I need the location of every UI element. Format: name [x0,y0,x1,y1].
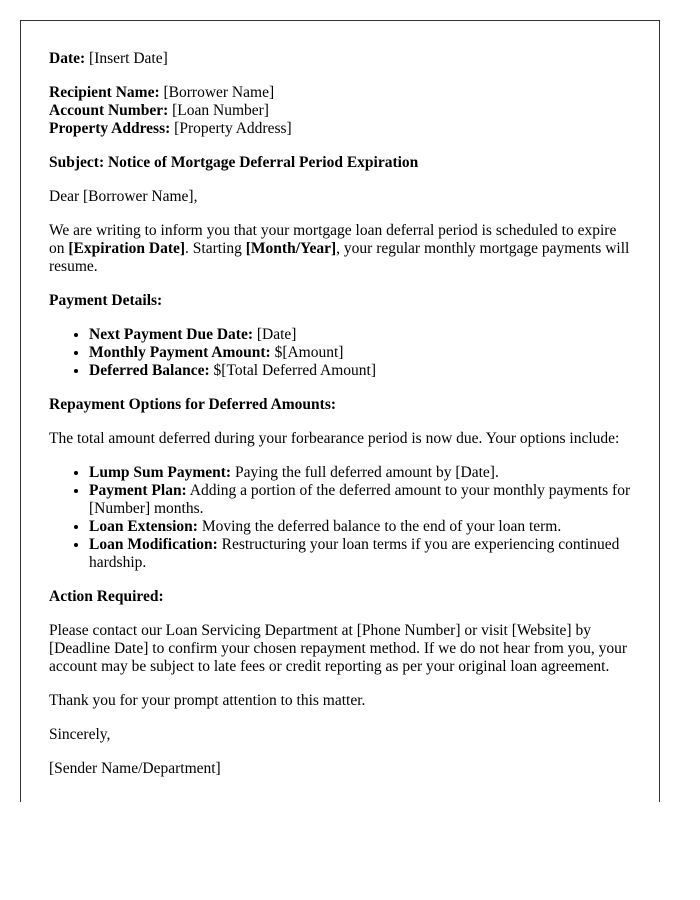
repayment-heading [49,396,631,414]
list-item [89,464,631,482]
list-item [89,326,631,344]
item-label: Next Payment Due Date: [89,326,253,343]
property-address-label: Property Address: [49,120,171,137]
date-label: Date: [49,50,86,67]
list-item [89,482,631,518]
payment-details-list [49,326,631,380]
item-label: Monthly Payment Amount: [89,344,271,361]
heading-text: Action Required: [49,588,164,605]
list-item [89,362,631,380]
thanks-line: Thank you for your prompt attention to this matter. [49,692,366,709]
list-item [89,518,631,536]
intro-text: We are writing to inform you that your mortgage loan deferral period is scheduled to expire on [49,222,617,257]
intro-text: . Starting [185,240,246,257]
recipient-block [49,84,631,138]
item-value: [Date] [256,326,297,343]
intro-paragraph [49,222,631,276]
letter-document [20,20,660,802]
item-value: Moving the deferred balance to the end of your loan term. [201,518,562,535]
action-paragraph: Please contact our Loan Servicing Department at [Phone Number] or visit [Website] by [Deadline Date] to confirm your chosen repayment method. If we do not hear from you, your account may be subject to late fees or credit reporting as per your original loan agreement. [49,622,628,675]
expiration-date: [Expiration Date] [68,240,186,257]
heading-text: Repayment Options for Deferred Amounts: [49,396,337,413]
subject-text: Subject: Notice of Mortgage Deferral Period Expiration [49,154,419,171]
payment-details-heading [49,292,631,310]
recipient-name-value: [Borrower Name] [163,84,275,101]
salutation: Dear [Borrower Name], [49,188,198,205]
list-item [89,536,631,572]
intro-text: , your regular monthly mortgage payments will resume. [49,240,630,275]
item-value: Adding a portion of the deferred amount to your monthly payments for [Number] months. [89,482,631,517]
property-address-value: [Property Address] [174,120,292,137]
recipient-name-label: Recipient Name: [49,84,160,101]
signature-line: [Sender Name/Department] [49,760,221,777]
resume-month-year: [Month/Year] [245,240,337,257]
date-line [49,50,631,68]
account-number-value: [Loan Number] [172,102,269,119]
item-label: Payment Plan: [89,482,187,499]
item-label: Lump Sum Payment: [89,464,232,481]
date-value: [Insert Date] [89,50,168,67]
account-number-label: Account Number: [49,102,169,119]
item-value: $[Amount] [274,344,344,361]
closing-line: Sincerely, [49,726,111,743]
item-value: $[Total Deferred Amount] [213,362,377,379]
heading-text: Payment Details: [49,292,163,309]
item-label: Loan Modification: [89,536,218,553]
subject-line [49,154,631,172]
item-value: Paying the full deferred amount by [Date]. [234,464,499,481]
item-value: Restructuring your loan terms if you are experiencing continued hardship. [89,536,620,571]
repayment-options-list [49,464,631,572]
item-label: Loan Extension: [89,518,198,535]
repayment-intro: The total amount deferred during your forbearance period is now due. Your options include: [49,430,620,447]
item-label: Deferred Balance: [89,362,210,379]
list-item [89,344,631,362]
action-heading [49,588,631,606]
